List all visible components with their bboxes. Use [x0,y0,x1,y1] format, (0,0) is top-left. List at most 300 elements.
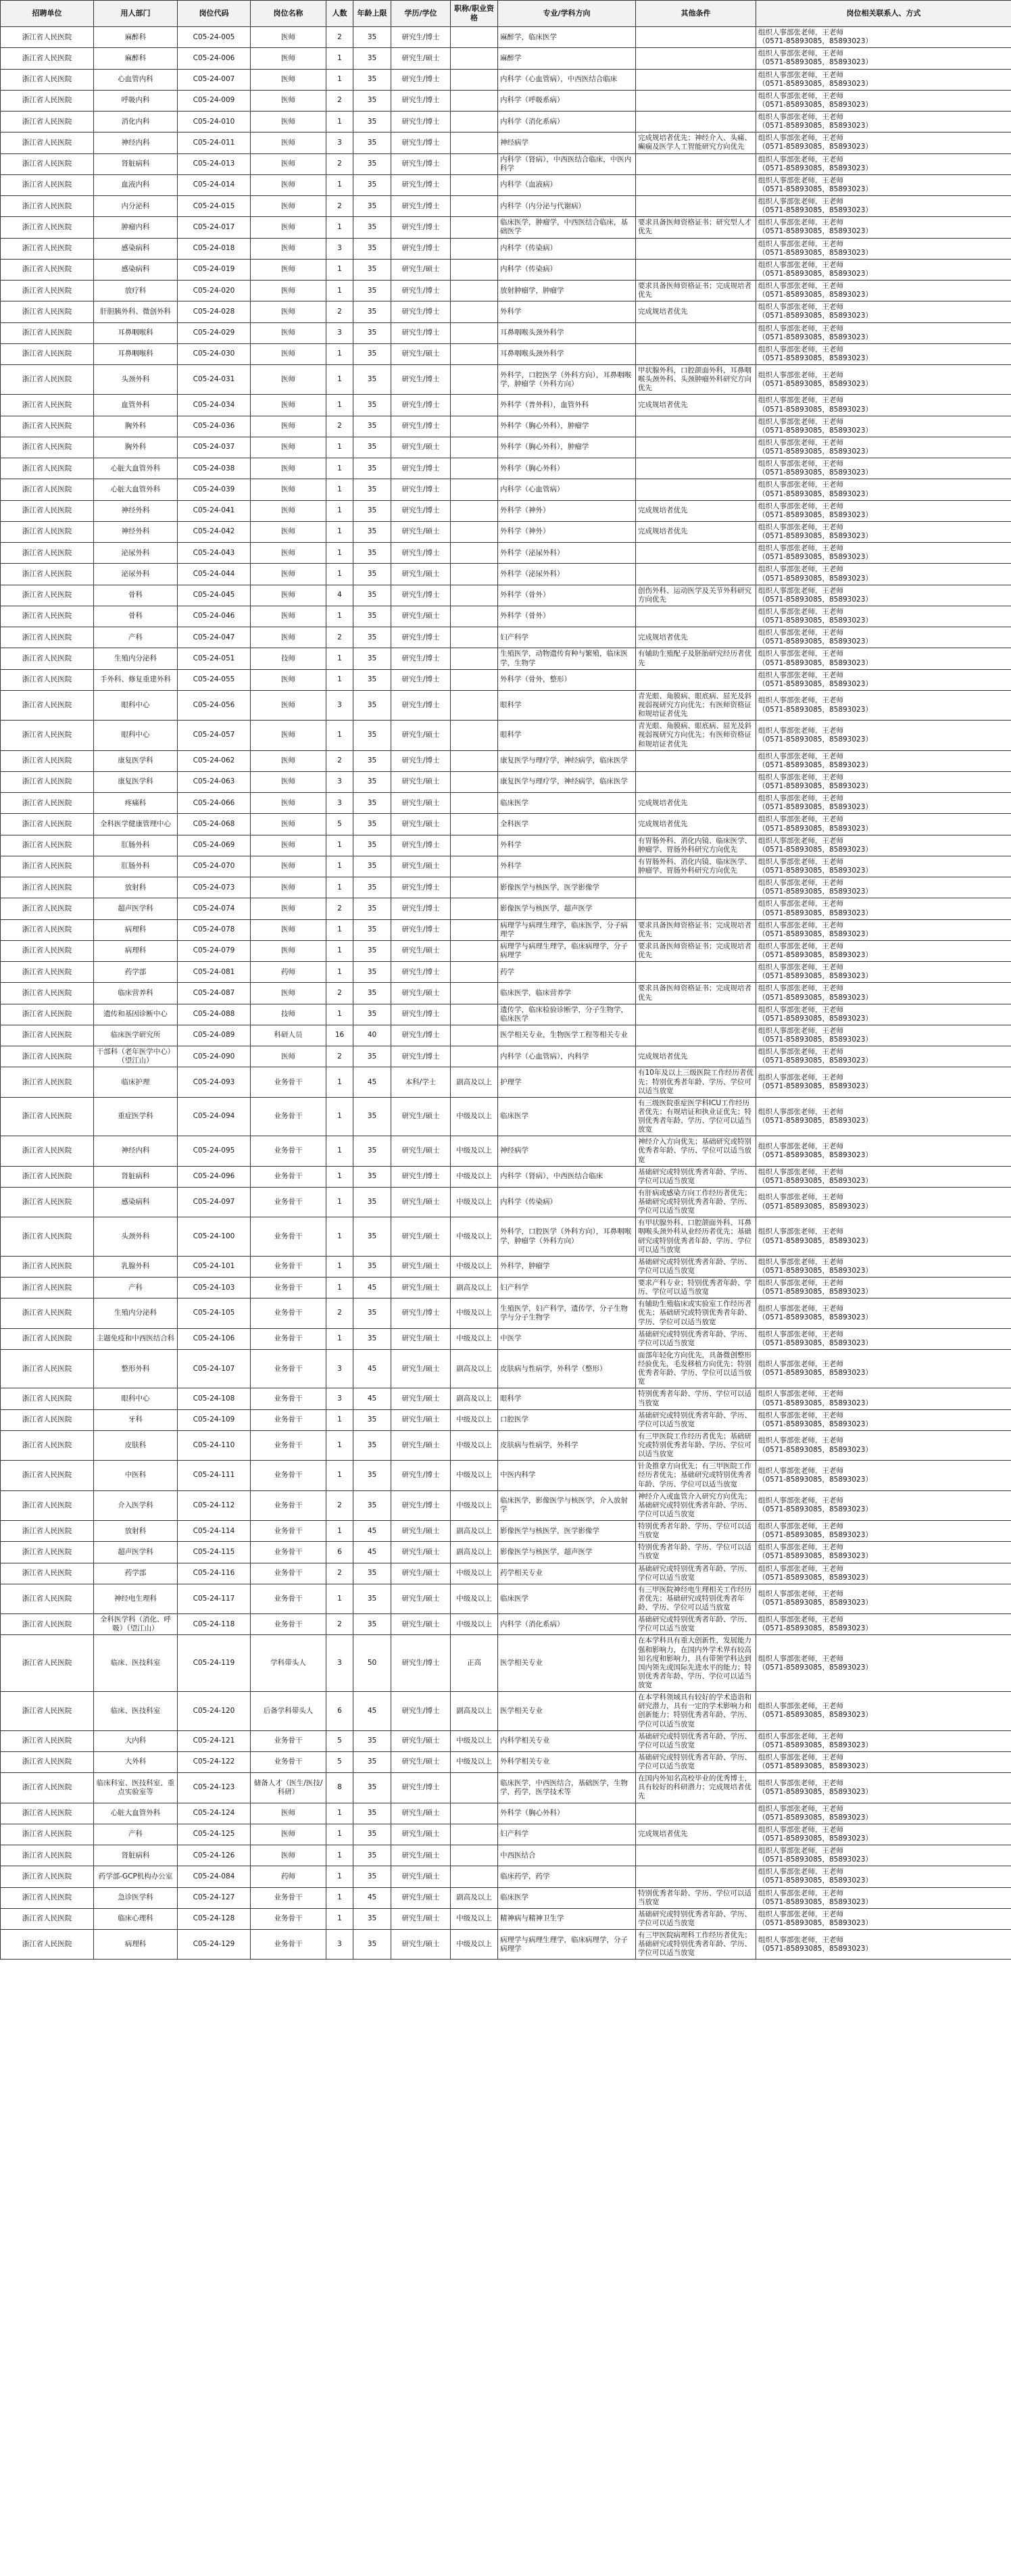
cell-other: 有胃肠外科、消化内镜、临床医学、肿瘤学、胃肠外科研究方向优先 [636,856,756,877]
cell-edu: 研究生/硕士 [391,1908,451,1929]
contact-person: 组织人事部张老师，王老师 [758,1935,843,1944]
cell-edu: 研究生/硕士 [391,343,451,364]
table-row [1,1614,1011,1635]
cell-post: 医师 [251,940,326,961]
cell-title [451,877,498,898]
cell-post: 业务骨干 [251,1217,326,1257]
cell-code: C05-24-112 [178,1490,251,1520]
cell-num: 1 [326,1067,353,1097]
cell-post: 业务骨干 [251,1256,326,1277]
cell-edu: 研究生/硕士 [391,1803,451,1824]
cell-code: C05-24-110 [178,1430,251,1460]
contact-phone: （0571-85893085，85893023） [758,1876,872,1885]
contact-person: 组织人事部张老师，王老师 [758,1497,843,1505]
contact-phone: （0571-85893085，85893023） [758,291,872,299]
cell-other: 甲状腺外科，口腔颌面外科，耳鼻咽喉头颈外科、头颈肿瘤外科研究方向优先 [636,365,756,395]
cell-other: 要求具备医师资格证书；完成规培者优先 [636,983,756,1004]
cell-post: 业务骨干 [251,1908,326,1929]
cell-edu: 研究生/硕士 [391,721,451,750]
cell-title [451,940,498,961]
cell-edu: 研究生/硕士 [391,1349,451,1388]
cell-post: 医师 [251,856,326,877]
table-row [1,259,1011,280]
cell-code: C05-24-051 [178,648,251,669]
cell-post: 医师 [251,90,326,111]
cell-title [451,1773,498,1803]
cell-title: 中级及以上 [451,1563,498,1584]
cell-age: 35 [353,479,391,500]
cell-code: C05-24-129 [178,1930,251,1960]
table-row [1,627,1011,648]
cell-contact [756,322,1011,343]
table-row [1,940,1011,961]
cell-age: 45 [353,1692,391,1731]
cell-contact [756,69,1011,90]
cell-post: 业务骨干 [251,1730,326,1751]
cell-contact [756,1298,1011,1328]
cell-unit: 浙江省人民医院 [1,835,94,856]
cell-code: C05-24-037 [178,437,251,458]
cell-contact [756,1751,1011,1772]
cell-major: 病理学与病理生理学，临床医学，分子病理学 [498,919,636,940]
cell-contact [756,1930,1011,1960]
cell-other [636,416,756,437]
cell-other: 特别优秀者年龄、学历、学位可以适当放宽 [636,1542,756,1563]
cell-other: 在本学科领域具有较好的学术造诣和研究潜力，具有一定的学术影响力和创新能力；特别优秀者年龄、学历、学位可以适当放宽 [636,1692,756,1731]
cell-major: 内科学（肾病），中西医结合临床 [498,1166,636,1187]
cell-major: 影像医学与核医学，医学影像学 [498,1521,636,1542]
cell-post: 医师 [251,543,326,564]
cell-post: 储备人才（医生/医技/科研） [251,1773,326,1803]
cell-other: 特别优秀者年龄、学历、学位可以适当放宽 [636,1887,756,1908]
cell-title [451,1824,498,1845]
cell-age: 35 [353,606,391,627]
cell-num: 3 [326,1349,353,1388]
cell-major: 药学 [498,962,636,983]
contact-phone: （0571-85893085，85893023） [758,1787,872,1796]
cell-major: 外科学 [498,835,636,856]
contact-phone: （0571-85893085，85893023） [758,929,872,938]
cell-unit: 浙江省人民医院 [1,898,94,919]
cell-contact [756,1097,1011,1136]
cell-dept: 心脏大血管外科 [94,479,178,500]
cell-unit: 浙江省人民医院 [1,1773,94,1803]
cell-post: 医师 [251,877,326,898]
cell-age: 35 [353,877,391,898]
cell-contact [756,627,1011,648]
cell-edu: 研究生/硕士 [391,1584,451,1613]
cell-edu: 研究生/博士 [391,585,451,606]
cell-contact [756,962,1011,983]
cell-dept: 内分泌科 [94,196,178,217]
cell-num: 3 [326,1635,353,1692]
cell-major: 临床药学，药学 [498,1866,636,1887]
cell-age: 35 [353,27,391,48]
cell-unit: 浙江省人民医院 [1,153,94,174]
cell-unit: 浙江省人民医院 [1,365,94,395]
cell-dept: 耳鼻咽喉科 [94,322,178,343]
cell-code: C05-24-057 [178,721,251,750]
cell-other [636,69,756,90]
cell-unit: 浙江省人民医院 [1,814,94,835]
cell-dept: 骨科 [94,585,178,606]
cell-dept: 感染病科 [94,259,178,280]
contact-person: 组织人事部张老师，王老师 [758,1847,843,1855]
contact-person: 组织人事部张老师，王老师 [758,417,843,426]
cell-age: 45 [353,1388,391,1409]
cell-dept: 肝胆胰外科、微创外科 [94,301,178,322]
cell-major: 内科学（心血管病），中西医结合临床 [498,69,636,90]
table-row [1,1217,1011,1257]
contact-person: 组织人事部张老师，王老师 [758,1279,843,1287]
contact-phone: （0571-85893085，85893023） [758,227,872,236]
cell-edu: 研究生/博士 [391,1166,451,1187]
cell-code: C05-24-006 [178,48,251,69]
cell-edu: 研究生/硕士 [391,1563,451,1584]
cell-edu: 研究生/硕士 [391,606,451,627]
contact-phone: （0571-85893085，85893023） [758,1399,872,1407]
cell-major: 外科学（胸心外科） [498,458,636,479]
cell-title: 中级及以上 [451,1461,498,1490]
cell-title: 副高及以上 [451,1887,498,1908]
cell-major: 内科学（内分泌与代谢病） [498,196,636,217]
contact-person: 组织人事部张老师，王老师 [758,260,843,269]
cell-other: 要求产科专业；特别优秀者年龄、学历、学位可以适当放宽 [636,1278,756,1298]
table-row [1,1490,1011,1520]
cell-dept: 产科 [94,1278,178,1298]
contact-phone: （0571-85893085，85893023） [758,206,872,215]
contact-person: 组织人事部张老师，王老师 [758,921,843,929]
cell-title: 中级及以上 [451,1409,498,1430]
cell-title [451,174,498,195]
cell-other: 基础研究或特别优秀者年龄、学历、学位可以适当放宽 [636,1328,756,1349]
cell-num: 1 [326,1845,353,1866]
cell-age: 35 [353,1908,391,1929]
cell-age: 35 [353,919,391,940]
cell-other: 针灸推拿方向优先；有三甲医院工作经历者优先；基础研究或特别优秀者年龄、学历、学位可以适当放宽 [636,1461,756,1490]
cell-code: C05-24-089 [178,1025,251,1046]
cell-code: C05-24-019 [178,259,251,280]
cell-title: 中级及以上 [451,1097,498,1136]
cell-dept: 中医科 [94,1461,178,1490]
cell-num: 1 [326,877,353,898]
table-row [1,301,1011,322]
cell-unit: 浙江省人民医院 [1,132,94,153]
cell-dept: 大外科 [94,1751,178,1772]
header-dept: 用人部门 [94,1,178,27]
contact-person: 组织人事部张老师，王老师 [758,460,843,468]
cell-post: 医师 [251,771,326,792]
cell-num: 1 [326,940,353,961]
cell-edu: 研究生/硕士 [391,814,451,835]
cell-num: 2 [326,1490,353,1520]
cell-edu: 研究生/博士 [391,90,451,111]
contact-person: 组织人事部张老师，王老师 [758,1753,843,1761]
cell-major: 外科学，肿瘤学 [498,1256,636,1277]
cell-title [451,322,498,343]
cell-num: 6 [326,1542,353,1563]
cell-unit: 浙江省人民医院 [1,1542,94,1563]
cell-edu: 研究生/硕士 [391,1328,451,1349]
contact-phone: （0571-85893085，85893023） [758,1445,872,1454]
cell-age: 35 [353,1563,391,1584]
contact-phone: （0571-85893085，85893023） [758,379,872,388]
cell-num: 1 [326,1430,353,1460]
cell-unit: 浙江省人民医院 [1,48,94,69]
cell-other [636,606,756,627]
cell-code: C05-24-126 [178,1845,251,1866]
cell-edu: 研究生/博士 [391,543,451,564]
contact-person: 组织人事部张老师，王老师 [758,1026,843,1035]
cell-other: 基础研究或特别优秀者年龄、学历、学位可以适当放宽 [636,1563,756,1584]
cell-post: 药师 [251,1866,326,1887]
cell-dept: 药学部 [94,962,178,983]
cell-code: C05-24-028 [178,301,251,322]
cell-code: C05-24-047 [178,627,251,648]
table-row [1,416,1011,437]
contact-phone: （0571-85893085，85893023） [758,100,872,109]
cell-unit: 浙江省人民医院 [1,1908,94,1929]
cell-num: 2 [326,196,353,217]
cell-other [636,437,756,458]
cell-major: 临床医学，中西医结合，基础医学，生物学，药学，医学技术等 [498,1773,636,1803]
cell-unit: 浙江省人民医院 [1,1887,94,1908]
contact-phone: （0571-85893085，85893023） [758,1056,872,1065]
cell-age: 35 [353,458,391,479]
contact-person: 组织人事部张老师，王老师 [758,239,843,248]
contact-person: 组织人事部张老师，王老师 [758,650,843,658]
table-row [1,1025,1011,1046]
cell-other: 有胃肠外科、消化内镜、临床医学、肿瘤学、胃肠外科研究方向优先 [636,835,756,856]
cell-unit: 浙江省人民医院 [1,750,94,771]
cell-contact [756,721,1011,750]
contact-phone: （0571-85893085，85893023） [758,354,872,362]
cell-other [636,343,756,364]
contact-phone: （0571-85893085，85893023） [758,269,872,278]
table-row [1,322,1011,343]
cell-unit: 浙江省人民医院 [1,1692,94,1731]
contact-person: 组织人事部张老师，王老师 [758,28,843,37]
cell-unit: 浙江省人民医院 [1,27,94,48]
cell-num: 1 [326,365,353,395]
cell-other: 完成规培者优先 [636,1824,756,1845]
contact-person: 组织人事部张老师，王老师 [758,1732,843,1741]
cell-edu: 研究生/博士 [391,1461,451,1490]
cell-num: 1 [326,1461,353,1490]
header-age: 年龄上限 [353,1,391,27]
cell-title [451,500,498,521]
cell-code: C05-24-034 [178,395,251,416]
cell-code: C05-24-125 [178,1824,251,1845]
table-row [1,877,1011,898]
contact-phone: （0571-85893085，85893023） [758,1266,872,1275]
cell-edu: 研究生/博士 [391,416,451,437]
cell-post: 医师 [251,132,326,153]
table-row [1,132,1011,153]
cell-dept: 临床心理科 [94,1908,178,1929]
cell-edu: 研究生/硕士 [391,771,451,792]
cell-major: 耳鼻咽喉头颈外科学 [498,343,636,364]
cell-age: 35 [353,238,391,259]
cell-other: 有三甲医院神经电生理相关工作经历者优先；基础研究或特别优秀者年龄、学历、学位可以适当放宽 [636,1584,756,1613]
table-row [1,669,1011,690]
cell-unit: 浙江省人民医院 [1,1563,94,1584]
contact-phone: （0571-85893085，85893023） [758,447,872,456]
cell-title [451,669,498,690]
cell-dept: 神经内科 [94,1136,178,1166]
cell-contact [756,238,1011,259]
cell-age: 35 [353,437,391,458]
contact-phone: （0571-85893085，85893023） [758,679,872,688]
cell-contact [756,1563,1011,1584]
cell-title: 中级及以上 [451,1614,498,1635]
cell-age: 35 [353,1803,391,1824]
cell-other: 有10年及以上三级医院工作经历者优先；特别优秀者年龄、学历、学位可以适当放宽 [636,1067,756,1097]
cell-num: 1 [326,174,353,195]
cell-unit: 浙江省人民医院 [1,690,94,720]
cell-unit: 浙江省人民医院 [1,112,94,132]
cell-age: 35 [353,1490,391,1520]
cell-dept: 骨科 [94,606,178,627]
cell-unit: 浙江省人民医院 [1,1635,94,1692]
cell-title: 副高及以上 [451,1067,498,1097]
cell-title [451,69,498,90]
table-row [1,1046,1011,1067]
cell-post: 业务骨干 [251,1349,326,1388]
table-row [1,1166,1011,1187]
cell-contact [756,983,1011,1004]
contact-person: 组织人事部张老师，王老师 [758,984,843,993]
table-row [1,458,1011,479]
cell-major: 外科学（骨外） [498,585,636,606]
cell-dept: 神经内科 [94,132,178,153]
cell-other: 神经介入或血管介入研究方向优先；基础研究或特别优秀者年龄、学历、学位可以适当放宽 [636,1490,756,1520]
contact-person: 组织人事部张老师，王老师 [758,1804,843,1813]
cell-num: 3 [326,793,353,814]
cell-other: 完成规培者优先 [636,521,756,542]
cell-edu: 研究生/博士 [391,69,451,90]
cell-dept: 手外科、修复重建外科 [94,669,178,690]
cell-post: 医师 [251,238,326,259]
cell-edu: 研究生/博士 [391,750,451,771]
cell-unit: 浙江省人民医院 [1,1430,94,1460]
cell-other: 基础研究或特别优秀者年龄、学历、学位可以适当放宽 [636,1751,756,1772]
cell-num: 1 [326,721,353,750]
cell-age: 35 [353,1866,391,1887]
cell-post: 业务骨干 [251,1298,326,1328]
cell-code: C05-24-105 [178,1298,251,1328]
cell-age: 35 [353,395,391,416]
cell-other [636,669,756,690]
cell-major: 外科学（胸心外科），肿瘤学 [498,437,636,458]
cell-major: 康复医学与理疗学，神经病学，临床医学 [498,750,636,771]
cell-age: 35 [353,856,391,877]
cell-dept: 临床、医技科室 [94,1635,178,1692]
cell-post: 业务骨干 [251,1067,326,1097]
cell-num: 3 [326,238,353,259]
cell-dept: 泌尿外科 [94,564,178,585]
cell-title [451,479,498,500]
cell-post: 业务骨干 [251,1542,326,1563]
cell-title: 中级及以上 [451,1298,498,1328]
contact-person: 组织人事部张老师，王老师 [758,1005,843,1014]
cell-contact [756,458,1011,479]
cell-post: 医师 [251,721,326,750]
cell-post: 业务骨干 [251,1461,326,1490]
cell-age: 45 [353,1067,391,1097]
cell-major: 外科学（普外科），血管外科 [498,395,636,416]
cell-unit: 浙江省人民医院 [1,1751,94,1772]
cell-dept: 临床、医技科室 [94,1692,178,1731]
contact-person: 组织人事部张老师，王老师 [758,134,843,143]
cell-other [636,1025,756,1046]
cell-unit: 浙江省人民医院 [1,856,94,877]
cell-title [451,458,498,479]
cell-other: 要求具备医师资格证书；完成规培者优先 [636,919,756,940]
cell-age: 35 [353,669,391,690]
cell-major: 临床医学 [498,1584,636,1613]
contact-phone: （0571-85893085，85893023） [758,1897,872,1906]
contact-person: 组织人事部张老师，王老师 [758,1590,843,1599]
cell-major: 内科学（肾病），中西医结合临床，中医内科学 [498,153,636,174]
cell-major: 内科学相关专业 [498,1730,636,1751]
cell-title: 副高及以上 [451,1278,498,1298]
cell-dept: 临床营养科 [94,983,178,1004]
cell-contact [756,1430,1011,1460]
contact-phone: （0571-85893085，85893023） [758,824,872,833]
cell-contact [756,27,1011,48]
contact-person: 组织人事部张老师，王老师 [758,1436,843,1445]
cell-other: 完成规培者优先 [636,301,756,322]
cell-edu: 研究生/博士 [391,479,451,500]
contact-phone: （0571-85893085，85893023） [758,122,872,130]
cell-code: C05-24-066 [178,793,251,814]
cell-post: 医师 [251,174,326,195]
cell-num: 5 [326,1751,353,1772]
cell-post: 业务骨干 [251,1166,326,1187]
cell-unit: 浙江省人民医院 [1,1328,94,1349]
cell-other [636,543,756,564]
table-row [1,196,1011,217]
contact-phone: （0571-85893085，85893023） [758,1599,872,1607]
cell-num: 16 [326,1025,353,1046]
cell-code: C05-24-038 [178,458,251,479]
contact-phone: （0571-85893085，85893023） [758,37,872,46]
cell-post: 医师 [251,365,326,395]
cell-contact [756,112,1011,132]
cell-post: 医师 [251,196,326,217]
cell-major: 口腔医学 [498,1409,636,1430]
cell-age: 45 [353,1542,391,1563]
cell-code: C05-24-046 [178,606,251,627]
cell-post: 医师 [251,983,326,1004]
cell-edu: 研究生/硕士 [391,793,451,814]
contact-phone: （0571-85893085，85893023） [758,574,872,583]
cell-other [636,153,756,174]
cell-unit: 浙江省人民医院 [1,1521,94,1542]
cell-title [451,835,498,856]
cell-age: 35 [353,1824,391,1845]
cell-major: 眼科学 [498,1388,636,1409]
cell-major: 影像医学与核医学，超声医学 [498,898,636,919]
cell-num: 1 [326,1866,353,1887]
cell-title [451,627,498,648]
cell-unit: 浙江省人民医院 [1,585,94,606]
cell-code: C05-24-015 [178,196,251,217]
cell-other: 面部年轻化方向优先，具备微创整形经验优先，毛发移植方向优先；特别优秀者年龄、学历、学位可以适当放宽 [636,1349,756,1388]
cell-age: 35 [353,690,391,720]
contact-phone: （0571-85893085，85893023） [758,468,872,477]
